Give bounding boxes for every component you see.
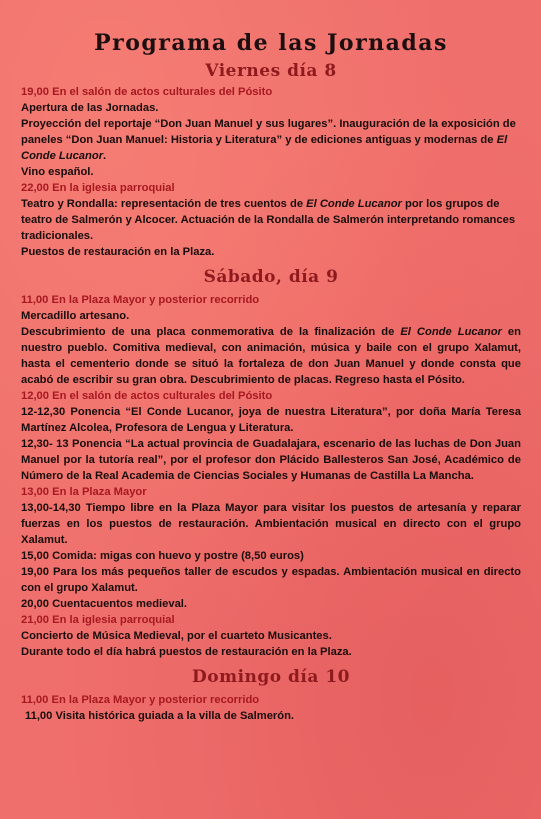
- section-subtitle: 11,00 En la Plaza Mayor y posterior recorrido: [21, 294, 260, 306]
- program-item: Proyección del reportaje “Don Juan Manuel y sus lugares”. Inauguración de la exposición de paneles “Don Juan Manuel: Historia y Literatura” y de ediciones antiguas y modernas de El Conde Lucanor.: [21, 118, 516, 162]
- book-title: El Conde Lucanor: [21, 134, 508, 162]
- program-item: 11,00 Visita histórica guiada a la villa de Salmerón.: [25, 710, 295, 722]
- program-item: Vino español.: [21, 166, 94, 178]
- program-item: 13,00-14,30 Tiempo libre en la Plaza Mayor para visitar los puestos de artesanía y reparar fuerzas en los puestos de restauración. Ambientación musical en directo con el grupo Xalamut.: [21, 502, 521, 546]
- program-item: Teatro y Rondalla: representación de tres cuentos de El Conde Lucanor por los grupos de teatro de Salmerón y Alcocer. Actuación de la Rondalla de Salmerón interpretando romances tradicionales.: [21, 198, 516, 242]
- section-subtitle: 11,00 En la Plaza Mayor y posterior recorrido: [21, 694, 260, 706]
- page-title: Programa de las Jornadas: [94, 30, 448, 56]
- program-item: Mercadillo artesano.: [21, 310, 130, 322]
- program-item: Durante todo el día habrá puestos de restauración en la Plaza.: [21, 646, 352, 658]
- program-item: 12-12,30 Ponencia “El Conde Lucanor, joya de nuestra Literatura”, por doña María Teresa Martínez Alcolea, Profesora de Lengua y Literatura.: [21, 406, 521, 434]
- program-item: Descubrimiento de una placa conmemorativa de la finalización de El Conde Lucanor en nuestro pueblo. Comitiva medieval, con animación, música y baile con el grupo Xalamut, hasta el cementerio donde se situó la fortaleza de don Juan Manuel y donde consta que acabó de escribir su gran obra. Descubrimiento de placas. Regreso hasta el Pósito.: [21, 326, 521, 386]
- program-item: 19,00 Para los más pequeños taller de escudos y espadas. Ambientación musical en directo con el grupo Xalamut.: [21, 566, 521, 594]
- program-item: 15,00 Comida: migas con huevo y postre (8,50 euros): [21, 550, 304, 562]
- program-item: 12,30- 13 Ponencia “La actual provincia de Guadalajara, escenario de las luchas de Don Juan Manuel por la tutoría real”, por el profesor don Plácido Ballesteros San José, Académico de Número de la Real Academia de Ciencias Sociales y Humanas de Castilla La Mancha.: [21, 438, 521, 482]
- section-subtitle: 21,00 En la iglesia parroquial: [21, 614, 175, 626]
- book-title: El Conde Lucanor: [400, 326, 502, 338]
- day-heading-sunday: Domingo día 10: [192, 667, 350, 687]
- section-subtitle: 22,00 En la iglesia parroquial: [21, 182, 175, 194]
- program-item: 20,00 Cuentacuentos medieval.: [21, 598, 188, 610]
- program-item: Apertura de las Jornadas.: [21, 102, 159, 114]
- program-item: Puestos de restauración en la Plaza.: [21, 246, 215, 258]
- section-subtitle: 19,00 En el salón de actos culturales del Pósito: [21, 86, 273, 98]
- day-heading-saturday: Sábado, día 9: [203, 267, 339, 287]
- program-item: Concierto de Música Medieval, por el cuarteto Musicantes.: [21, 630, 332, 642]
- section-subtitle: 12,00 En el salón de actos culturales del Pósito: [21, 390, 273, 402]
- book-title: El Conde Lucanor: [306, 198, 402, 210]
- day-heading-friday: Viernes día 8: [205, 61, 337, 81]
- section-subtitle: 13,00 En la Plaza Mayor: [21, 486, 147, 498]
